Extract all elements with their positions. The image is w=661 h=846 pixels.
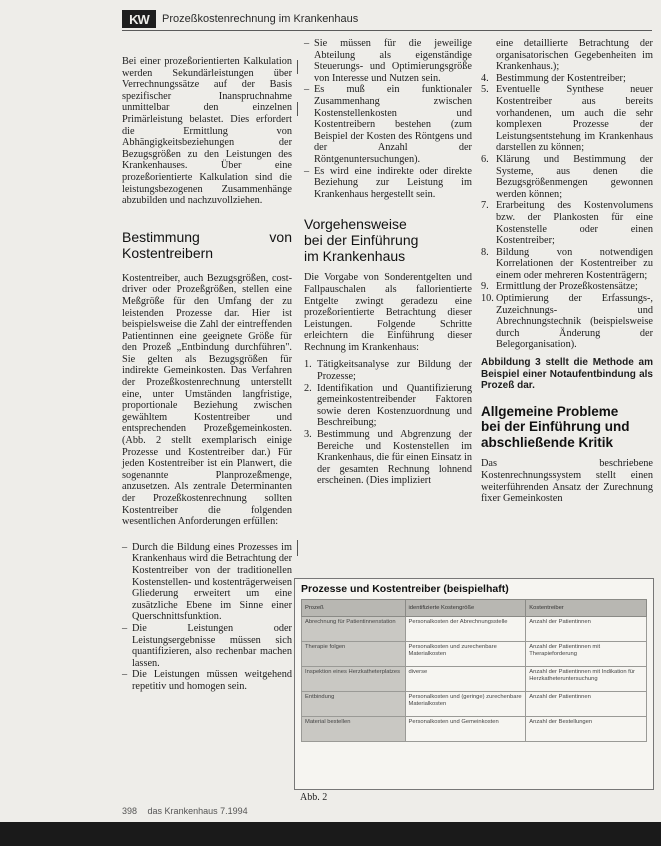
change-bar [297, 60, 298, 74]
page-footer [122, 806, 248, 816]
change-bar [297, 540, 298, 556]
vorgehensweise-paragraph: Die Vorgabe von Sonderentgelten und Fallpauschalen als fallorientierte Entgelte zwingt geradezu eine prozeßorientierte Betrachtung dieser Leistungen. Folgende Schritte erleichtern die Einführung dieser Rechnung im Krankenhaus: [304, 272, 472, 353]
section-heading-kostentreiber: Bestimmung von Kostentreibern [122, 228, 292, 261]
table-cell: Entbindung [302, 692, 406, 717]
list-item: – Es wird eine indirekte oder direkte Beziehung zur Leistung im Krankenhaus hergestellt sein. [304, 165, 472, 200]
running-header [122, 8, 652, 30]
column-2 [304, 38, 472, 487]
process-table [301, 599, 647, 742]
kostentreiber-paragraph: Kostentreiber, auch Bezugsgrößen, cost-driver oder Prozeßgrößen, stellen eine Meßgröße für den Umfang der zu leistenden Prozesse dar. Hier ist beispielsweise die Zahl der eintreffenden Patientinnen eine geeignete Größe für den Prozeß „Entbindung durchführen". Sie gelten als Bezugsgrößen für indirekte Gemeinkosten. Das Verfahren der Prozeßkostenrechnung unterstellt eine, unter Umständen langfristige, proportionale Beziehung zwischen gewähltem Kostentreiber und entsprechenden Prozeßgemeinkosten. (Abb. 2 stellt exemplarisch einige Prozesse und Kostentreiber dar.) Für jeden Kostentreiber ist ein Planwert, die sogenannte Planprozeßmenge, anzusetzen. Als zentrale Determinanten der Prozeßkostenrechnung sollten Kostentreiber die folgenden wesentlichen Anforderungen erfüllen: [122, 272, 292, 528]
header-rule [122, 30, 652, 31]
column-1 [122, 56, 292, 693]
table-cell: Personalkosten und (geringe) zurechenbare Materialkosten [405, 692, 526, 717]
list-item: 9. Ermittlung der Prozeßkostensätze; [481, 281, 638, 293]
column-header: identifizierte Kostengröße [405, 600, 526, 617]
table-cell: Personalkosten der Abrechnungsstelle [405, 617, 526, 642]
table-row [302, 692, 647, 717]
scan-bottom-edge [0, 822, 661, 846]
figure-title: Prozesse und Kostentreiber (beispielhaft) [301, 583, 509, 595]
section-heading-probleme: Allgemeine Probleme bei der Einführung und abschließende Kritik [481, 403, 630, 450]
figure-caption: Abb. 2 [300, 792, 328, 803]
table-cell: Therapie folgen [302, 642, 406, 667]
table-cell: Anzahl der Patientinnen [526, 692, 647, 717]
steps-list-continued [481, 38, 653, 351]
list-item: – Es muß ein funktionaler Zusammenhang zwischen Kostenstellenkosten und Kostentreibern bestehen (zum Beispiel der Kosten des Röntgens und der Anzahl der Röntgenuntersuchungen). [304, 84, 472, 165]
list-item: 6. Klärung und Bestimmung der Systeme, aus denen die Bezugsgrößenmengen gewonnen werden können; [481, 153, 653, 200]
list-item: 2. Identifikation und Quantifizierung gemeinkostentreibender Faktoren sowie deren Kostenzuordnung und Beschreibung; [304, 382, 472, 429]
section-heading-vorgehensweise: Vorgehensweise bei der Einführung im Krankenhaus [304, 216, 419, 265]
list-item: – Die Leistungen müssen weitgehend repetitiv und homogen sein. [122, 669, 292, 692]
list-item: – Die Leistungen oder Leistungsergebnisse müssen sich quantifizieren, also rechenbar machen lassen. [122, 622, 292, 669]
table-cell: Material bestellen [302, 717, 406, 742]
column-header: Kostentreiber [526, 600, 647, 617]
journal-logo: KW [122, 10, 156, 28]
list-item: 3. Bestimmung und Abgrenzung der Bereiche und Kostenstellen im Krankenhaus, die für einen Einsatz in der gesamten Rechnung lohnend erscheinen. (Dies impliziert [304, 429, 472, 487]
figure-table-box [294, 578, 654, 790]
page-number: 398 [122, 806, 138, 816]
table-cell: Inspektion eines Herzkatheterplatzes [302, 667, 406, 692]
table-cell: Personalkosten und Gemeinkosten [405, 717, 526, 742]
header-title: Prozeßkostenrechnung im Krankenhaus [162, 13, 359, 25]
steps-list [304, 359, 472, 487]
table-cell: Abrechnung für Patientinnenstation [302, 617, 406, 642]
table-row [302, 717, 647, 742]
column-header: Prozeß [302, 600, 406, 617]
figure-reference: Abbildung 3 stellt die Methode am Beispiel einer Notaufentbindung als Prozeß dar. [481, 357, 653, 392]
requirements-list-continued [304, 38, 472, 200]
list-item: 5. Eventuelle Synthese neuer Kostentreiber aus bereits vorhandenen, um auch die sehr komplexen Prozesse der Leistungsentstehung im Krankenhaus darstellen zu können; [481, 84, 653, 154]
list-item: 4. Bestimmung der Kostentreiber; [481, 72, 626, 84]
table-row [302, 642, 647, 667]
list-item: 1. Tätigkeitsanalyse zur Bildung der Prozesse; [304, 359, 472, 383]
list-item: – Durch die Bildung eines Prozesses im Krankenhaus wird die Betrachtung der Kostentreiber von der traditionellen Kostenstellen- und kostenträgerweisen Gliederung erweitert um eine zusätzliche Ebene im Sinne einer Querschnittsfunktion. [122, 541, 292, 623]
table-cell: Anzahl der Patientinnen mit Indikation für Herzkatheteruntersuchung [526, 667, 647, 692]
list-item: eine detaillierte Betrachtung der organisatorischen Gegebenheiten im Krankenhaus.); [496, 38, 653, 73]
table-cell: Anzahl der Patientinnen mit Therapieforderung [526, 642, 647, 667]
table-cell: Anzahl der Patientinnen [526, 617, 647, 642]
probleme-paragraph: Das beschriebene Kostenrechnungssystem stellt einen weiterführenden Ansatz der Zurechnung fixer Gemeinkosten [481, 458, 653, 505]
column-3 [481, 38, 653, 505]
journal-issue: das Krankenhaus 7.1994 [147, 806, 248, 816]
table-header-row [302, 600, 647, 617]
list-item: 7. Erarbeitung des Kostenvolumens bzw. der Plankosten für eine Kostenstelle oder einen Kostentreiber; [481, 200, 653, 247]
change-bar [297, 102, 298, 116]
table-cell: Anzahl der Bestellungen [526, 717, 647, 742]
table-cell: Personalkosten und zurechenbare Materialkosten [405, 642, 526, 667]
table-cell: diverse [405, 667, 526, 692]
intro-paragraph: Bei einer prozeßorientierten Kalkulation werden Sekundärleistungen über Verrechnungssätze auf der Basis spezifischer Inanspruchnahme unmittelbar den einzelnen Primärleistung belastet. Dies erfordert die Ermittlung von Abhängigkeitsbeziehungen der Bezugsgrößen zu den Leistungen des Krankenhauses. Über eine prozeßorientierte Kalkulation sind die leistungsbezogenen Zusammenhänge abzubilden und nachzuvollziehen. [122, 56, 292, 207]
list-item: – Sie müssen für die jeweilige Abteilung als eigenständige Steuerungs- und Optimierungsgröße von Interesse und Nutzen sein. [304, 38, 472, 84]
table-row [302, 667, 647, 692]
list-item: 8. Bildung von notwendigen Korrelationen der Kostentreiber zu einem oder mehreren Kostenträgern; [481, 246, 653, 281]
table-row [302, 617, 647, 642]
requirements-list [122, 542, 292, 693]
list-item: 10. Optimierung der Erfassungs-, Zuzeichnungs- und Abrechnungstechnik (beispielsweise durch Änderung der Belegorganisation). [481, 293, 653, 351]
